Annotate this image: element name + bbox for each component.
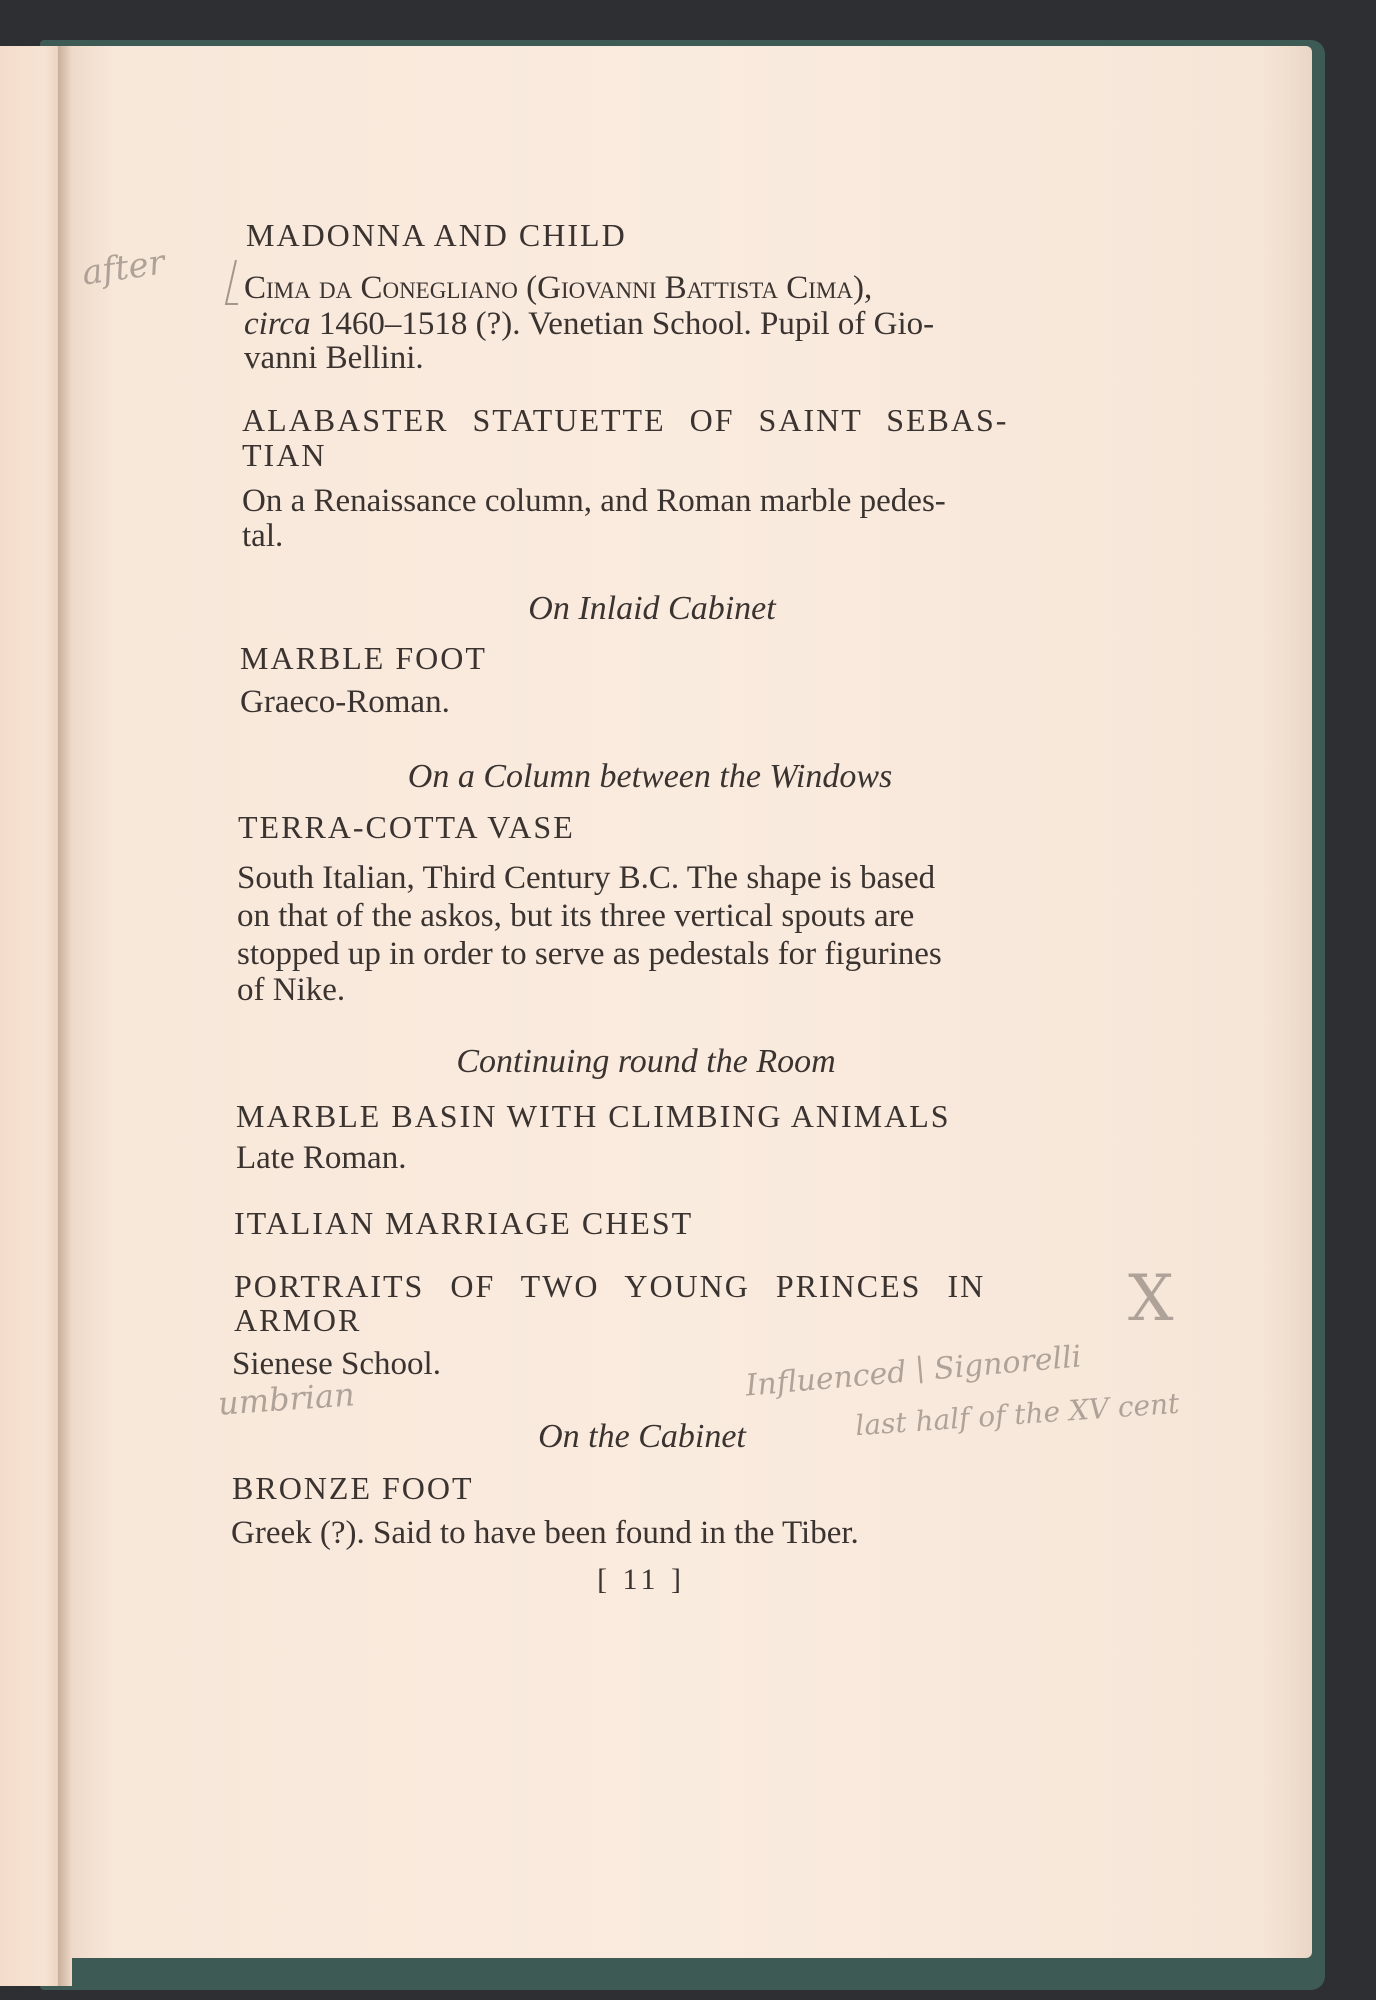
handwritten-note-after: after — [79, 242, 168, 294]
entry-description: Graeco-Roman. — [240, 684, 450, 720]
entry-artist-line: Cima da Conegliano (Giovanni Battista Cima), — [244, 270, 873, 306]
entry-description: on that of the askos, but its three vertical spouts are — [237, 898, 915, 934]
entry-title: MARBLE BASIN WITH CLIMBING ANIMALS — [236, 1098, 951, 1134]
circa-word: circa — [244, 306, 311, 342]
entry-description: of Nike. — [237, 972, 346, 1008]
handwritten-note-influenced: Influenced ∣ Signorelli — [744, 1339, 1083, 1404]
entry-description: South Italian, Third Century B.C. The shape is based — [237, 860, 936, 896]
entry-dates-rest: 1460–1518 (?). Venetian School. Pupil of Gio- — [310, 306, 935, 342]
entry-description: vanni Bellini. — [244, 340, 424, 376]
entry-title: TERRA-COTTA VASE — [238, 809, 575, 845]
entry-description: tal. — [242, 518, 284, 554]
entry-title-cont: ARMOR — [234, 1302, 362, 1338]
entry-title: MADONNA AND CHILD — [246, 217, 627, 253]
entry-description: Greek (?). Said to have been found in the Tiber. — [231, 1515, 859, 1551]
entry-title: PORTRAITS OF TWO YOUNG PRINCES IN — [234, 1268, 986, 1304]
entry-description: Late Roman. — [236, 1140, 407, 1176]
page-number: [ 11 ] — [597, 1563, 685, 1596]
section-heading: Continuing round the Room — [456, 1043, 836, 1080]
section-heading: On Inlaid Cabinet — [528, 590, 776, 627]
handwritten-x-mark: X — [1128, 1262, 1174, 1336]
entry-dates-line — [244, 306, 1064, 342]
entry-description: On a Renaissance column, and Roman marble pedes- — [242, 483, 946, 519]
handwritten-note-century: last half of the XV cent — [854, 1386, 1181, 1443]
page-gutter — [58, 46, 72, 1986]
entry-title-cont: TIAN — [242, 437, 327, 473]
entry-title: ITALIAN MARRIAGE CHEST — [234, 1205, 694, 1241]
handwritten-note-umbrian: umbrian — [216, 1375, 356, 1423]
left-page-edge — [0, 46, 64, 1986]
entry-description: stopped up in order to serve as pedestals for figurines — [237, 936, 942, 972]
entry-title: ALABASTER STATUETTE OF SAINT SEBAS- — [242, 402, 1009, 438]
section-heading: On a Column between the Windows — [407, 758, 893, 795]
handwritten-bracket — [220, 258, 240, 308]
entry-title: BRONZE FOOT — [232, 1470, 474, 1506]
section-heading: On the Cabinet — [538, 1418, 746, 1455]
entry-description: Sienese School. — [232, 1346, 441, 1382]
entry-title: MARBLE FOOT — [240, 640, 487, 676]
